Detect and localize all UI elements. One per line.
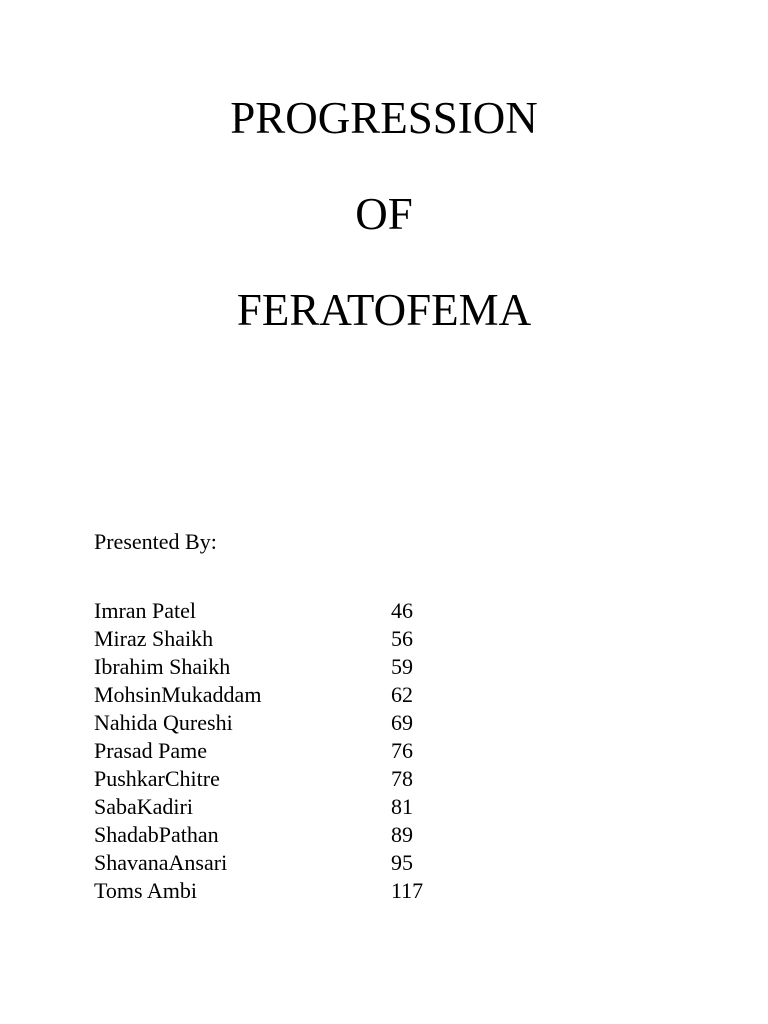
member-roll: 95 bbox=[391, 850, 413, 875]
member-name: Toms Ambi bbox=[94, 878, 197, 903]
member-roll: 76 bbox=[391, 738, 413, 763]
member-name: Imran Patel bbox=[94, 598, 197, 623]
title-line-2: OF bbox=[355, 189, 413, 239]
member-roll: 69 bbox=[391, 710, 413, 735]
member-name: PushkarChitre bbox=[94, 766, 220, 791]
member-roll: 56 bbox=[391, 626, 413, 651]
member-roll: 78 bbox=[391, 766, 413, 791]
member-roll: 62 bbox=[391, 682, 413, 707]
title-line-3: FERATOFEMA bbox=[236, 285, 532, 335]
member-roll: 59 bbox=[391, 654, 413, 679]
member-name: ShadabPathan bbox=[94, 822, 219, 847]
member-roll: 117 bbox=[391, 878, 424, 903]
member-roll: 89 bbox=[391, 822, 413, 847]
member-name: SabaKadiri bbox=[94, 794, 193, 819]
presented-by-label: Presented By: bbox=[94, 529, 217, 554]
member-name: Nahida Qureshi bbox=[94, 710, 233, 735]
member-name: MohsinMukaddam bbox=[94, 682, 262, 707]
member-name: Prasad Pame bbox=[94, 738, 208, 763]
member-name: Ibrahim Shaikh bbox=[94, 654, 231, 679]
member-roll: 81 bbox=[391, 794, 413, 819]
title-line-1: PROGRESSION bbox=[230, 93, 538, 143]
member-name: Miraz Shaikh bbox=[94, 626, 214, 651]
member-roll: 46 bbox=[391, 598, 413, 623]
member-name: ShavanaAnsari bbox=[94, 850, 228, 875]
